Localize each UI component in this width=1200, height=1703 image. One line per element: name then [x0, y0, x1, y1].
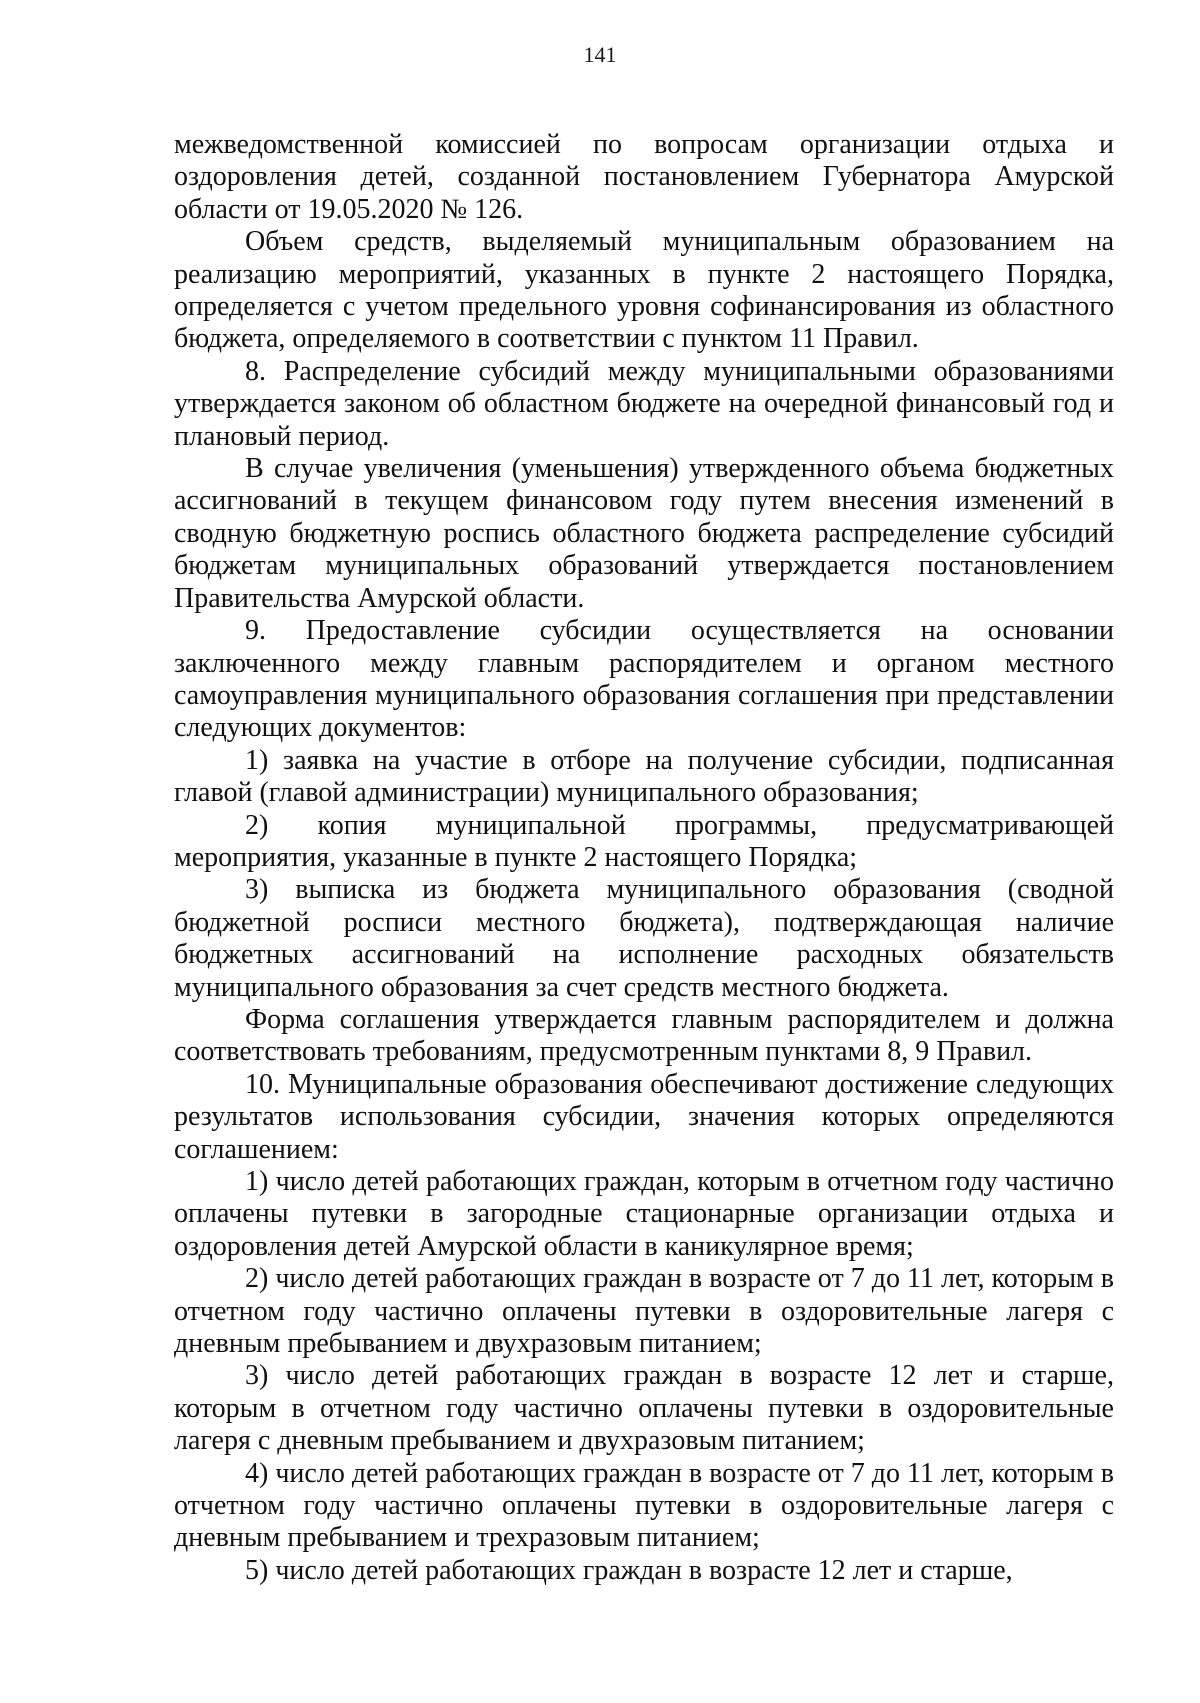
list-item-9-3: 3) выписка из бюджета муниципального образования (сводной бюджетной росписи местного бюджета), подтверждающая наличие бюджетных ассигнований на исполнение расходных обязательств муниципального образования за счет средств местного бюджета. [174, 874, 1114, 1003]
page-number: 141 [583, 42, 617, 67]
list-item-10-2: 2) число детей работающих граждан в возрасте от 7 до 11 лет, которым в отчетном году частично оплачены путевки в оздоровительные лагеря с дневным пребыванием и двухразовым питанием; [174, 1263, 1114, 1360]
paragraph-commission-continuation: межведомственной комиссией по вопросам организации отдыха и оздоровления детей, созданной постановлением Губернатора Амурской области от 19.05.2020 № 126. [174, 129, 1114, 225]
list-item-9-1: 1) заявка на участие в отборе на получение субсидии, подписанная главой (главой администрации) муниципального образования; [174, 744, 1114, 809]
paragraph-item-10: 10. Муниципальные образования обеспечивают достижение следующих результатов использования субсидии, значения которых определяются соглашением: [174, 1068, 1114, 1165]
list-item-9-2: 2) копия муниципальной программы, предусматривающей мероприятия, указанные в пункте 2 настоящего Порядка; [174, 809, 1114, 873]
paragraph-item-9: 9. Предоставление субсидии осуществляется на основании заключенного между главным распорядителем и органом местного самоуправления муниципального образования соглашения при представлении следующих документов: [174, 615, 1114, 744]
paragraph-item-8: 8. Распределение субсидий между муниципальными образованиями утверждается законом об областном бюджете на очередной финансовый год и плановый период. [174, 355, 1114, 452]
paragraph-allocation-change: В случае увеличения (уменьшения) утвержденного объема бюджетных ассигнований в текущем финансовом году путем внесения изменений в сводную бюджетную роспись областного бюджета распределение субсидий бюджетам муниципальных образований утверждается постановлением Правительства Амурской области. [174, 453, 1114, 614]
document-body [174, 129, 1114, 1587]
list-item-10-4: 4) число детей работающих граждан в возрасте от 7 до 11 лет, которым в отчетном году частично оплачены путевки в оздоровительные лагеря с дневным пребыванием и трехразовым питанием; [174, 1457, 1114, 1554]
paragraph-funding-volume: Объем средств, выделяемый муниципальным образованием на реализацию мероприятий, указанных в пункте 2 настоящего Порядка, определяется с учетом предельного уровня софинансирования из областного бюджета, определяемого в соответствии с пунктом 11 Правил. [174, 226, 1114, 355]
paragraph-agreement-form: Форма соглашения утверждается главным распорядителем и должна соответствовать требованиям, предусмотренным пунктами 8, 9 Правил. [174, 1003, 1114, 1068]
list-item-10-5: 5) число детей работающих граждан в возрасте 12 лет и старше, [245, 1554, 1013, 1586]
list-item-10-1: 1) число детей работающих граждан, которым в отчетном году частично оплачены путевки в загородные стационарные организации отдыха и оздоровления детей Амурской области в каникулярное время; [174, 1166, 1114, 1262]
list-item-10-3: 3) число детей работающих граждан в возрасте 12 лет и старше, которым в отчетном году частично оплачены путевки в оздоровительные лагеря с дневным пребыванием и двухразовым питанием; [174, 1360, 1114, 1457]
